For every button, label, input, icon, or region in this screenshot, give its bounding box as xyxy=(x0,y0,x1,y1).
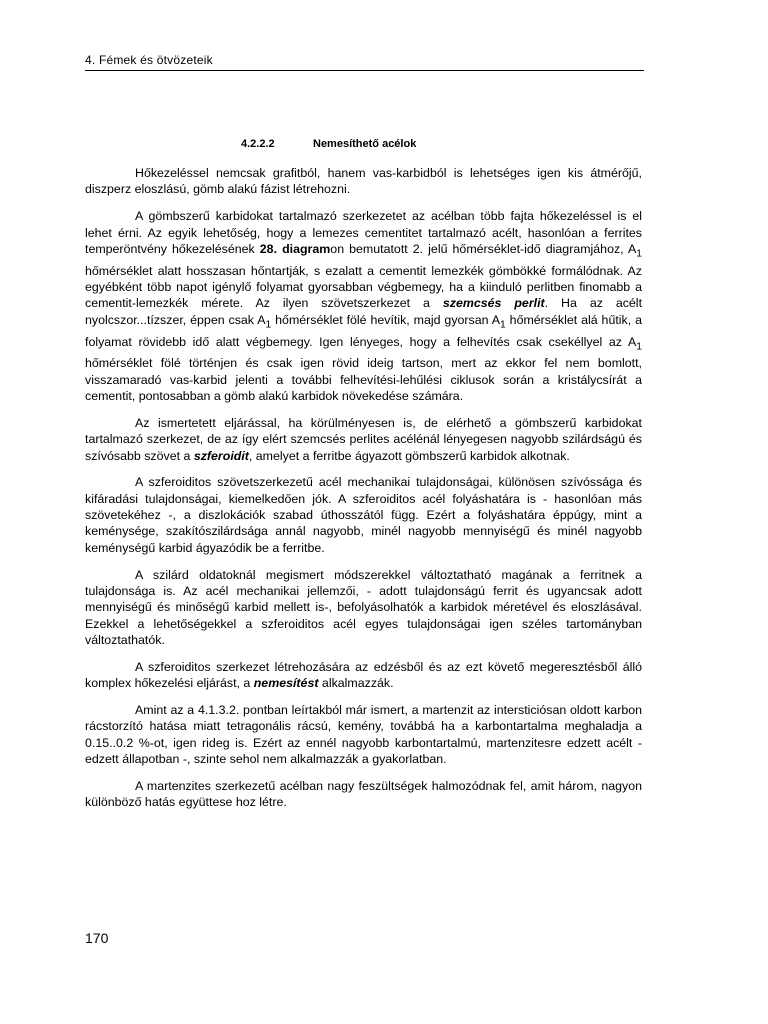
section-title: Nemesíthető acélok xyxy=(313,138,417,150)
paragraph xyxy=(85,208,642,404)
paragraph-text: A szferoiditos szerkezet létrehozására az edzésből és az ezt követő megeresztésből álló komplex hőkezelési eljárást, a xyxy=(85,659,642,691)
subscript: 1 xyxy=(636,341,642,352)
paragraph xyxy=(85,474,642,556)
paragraph xyxy=(85,165,642,198)
paragraph-text: A martenzites szerkezetű acélban nagy feszültségek halmozódnak fel, amit három, nagyon különböző hatás együttese hoz létre. xyxy=(85,778,642,810)
chapter-title: 4. Fémek és ötvözeteik xyxy=(85,53,213,67)
paragraph-text: hőmérséklet alatt hosszasan hőntartják, s ezalatt a cementit lemezkék gömbökké formálódnak. Az egyébként több napot igénylő folyamat gyorsabban végbemegy, ha a kiinduló perlitben finomabb a cementit-lemezkék mérete. Az ilyen szövetszerkezet a xyxy=(85,263,642,311)
paragraph-text: alkalmazzák. xyxy=(318,676,394,691)
page-number: 170 xyxy=(85,930,109,946)
paragraph-text: A szferoiditos szövetszerkezetű acél mechanikai tulajdonságai, különösen szívóssága és kifáradási tulajdonságai, kiemelkedően jók. A szferoiditos acél folyáshatára is - hasonlóan más szövetekéhez -, a diszlokációk szabad úthosszától függ. Ezért a folyáshatára éppúgy, mint a keménysége, szakítószilárdsága annál nagyobb, minél nagyobb mennyiségű és minél nagyobb keménységű karbid ágyazódik be a ferritbe. xyxy=(85,475,642,555)
paragraph-text: Amint az a 4.1.3.2. pontban leírtakból már ismert, a martenzit az intersticiósan oldott karbon rácstorzító hatása miatt tetragonális rácsú, kemény, továbbá ha a karbontartalma meghaladja a 0.15..0.2 %-ot, igen rideg is. Ezért az ennél nagyobb karbontartalmú, martenzitesre edzett acélt - edzett állapotban -, szinte sehol nem alkalmazzák a gyakorlatban. xyxy=(85,703,642,767)
emphasized-term: szferoidit xyxy=(193,448,249,463)
paragraph-text: A szilárd oldatoknál megismert módszerekkel változtatható magának a ferritnek a tulajdonsága is. Az acél mechanikai jellemzői, - adott tulajdonságú ferrit és ugyancsak adott mennyiségű és minőségű karbid mellett is-, befolyásolhatók a karbidok méretével és eloszlásával. Ezekkel a lehetőségekkel a szferoiditos acél egyes tulajdonságai igen széles tartományban változtathatók. xyxy=(85,567,642,647)
paragraph-text: A gömbszerű karbidokat tartalmazó szerkezetet az acélban több fajta hőkezeléssel is el lehet érni. Az egyik lehetőség, hogy a lemezes cementitet tartalmazó acélt, hasonlóan a ferrites temperöntvény hőkezelésének xyxy=(85,209,642,256)
emphasized-term: nemesítést xyxy=(253,676,319,691)
subscript: 1 xyxy=(265,319,272,331)
paragraph-text: . Ha az acélt nyolcszor...tízszer, éppen csak A xyxy=(85,296,643,327)
section-number: 4.2.2.2 xyxy=(241,138,275,150)
paragraph-text: hőmérséklet fölé hevítik, majd gyorsan A xyxy=(271,312,501,327)
section-heading xyxy=(241,137,541,151)
paragraph-text: , amelyet a ferritbe ágyazott gömbszerű karbidok alkotnak. xyxy=(248,448,570,463)
paragraph-text: Az ismertetett eljárással, ha körülményesen is, de elérhető a gömbszerű karbidokat tartalmazó szerkezet, de az így elért szemcsés perlites acélénál lényegesen nagyobb szilárdságú és szívósabb szövet a xyxy=(85,415,642,463)
paragraph xyxy=(85,567,642,649)
paragraph-text: hőmérséklet alá hűtik, a folyamat rövidebb idő alatt végbemegy. Igen lényeges, hogy a felhevítés csak csekéllyel az A xyxy=(85,312,642,349)
paragraph-text: hőmérséklet fölé történjen és csak igen rövid ideig tartson, mert az ekkor fel nem bomlott, visszamaradó vas-karbid jelenti a további felhevítési-lehűlési ciklusok során a kristálycsírát a cementit, pontosabban a gömb alakú karbidok növekedése számára. xyxy=(85,356,642,404)
paragraph xyxy=(85,702,642,767)
paragraph xyxy=(85,778,642,811)
paragraph-text: on bemutatott 2. jelű hőmérséklet-idő diagramjához, A xyxy=(330,241,637,256)
subscript: 1 xyxy=(636,248,643,260)
paragraph xyxy=(85,659,642,692)
subscript: 1 xyxy=(500,319,506,331)
diagram-reference: 28. diagram xyxy=(259,241,331,256)
paragraph xyxy=(85,415,642,464)
body-text xyxy=(85,165,642,821)
running-header xyxy=(85,54,644,71)
emphasized-term: szemcsés perlit xyxy=(442,296,545,311)
paragraph-text: Hőkezeléssel nemcsak grafitból, hanem vas-karbidból is lehetséges igen kis átmérőjű, diszperz eloszlású, gömb alakú fázist létrehozni. xyxy=(85,166,642,197)
